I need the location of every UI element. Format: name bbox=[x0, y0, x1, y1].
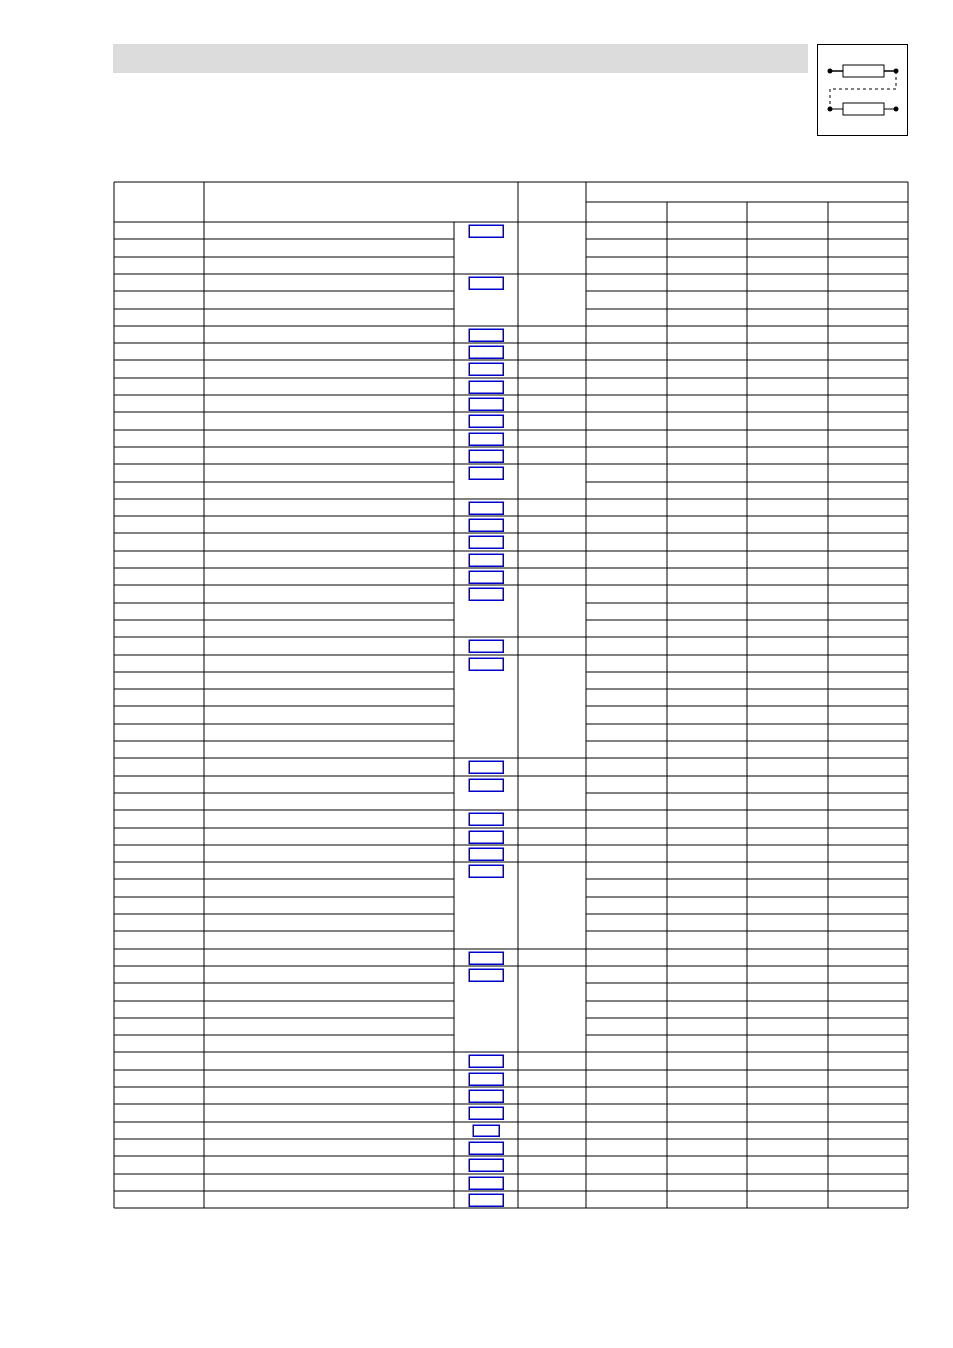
reference-link-box[interactable] bbox=[469, 571, 503, 583]
page-header-bar bbox=[113, 44, 808, 73]
reference-link-box[interactable] bbox=[469, 1107, 503, 1119]
reference-link-box[interactable] bbox=[469, 363, 503, 375]
reference-link-box[interactable] bbox=[469, 831, 503, 843]
reference-link-box[interactable] bbox=[469, 536, 503, 548]
reference-link-box[interactable] bbox=[469, 433, 503, 445]
reference-link-box[interactable] bbox=[469, 225, 503, 237]
reference-link-box[interactable] bbox=[469, 779, 503, 791]
reference-link-box[interactable] bbox=[469, 813, 503, 825]
reference-link-box[interactable] bbox=[469, 467, 503, 479]
reference-link-box[interactable] bbox=[469, 329, 503, 341]
reference-link-box[interactable] bbox=[469, 848, 503, 860]
reference-link-box[interactable] bbox=[469, 1073, 503, 1085]
reference-link-box[interactable] bbox=[469, 381, 503, 393]
reference-link-box[interactable] bbox=[469, 865, 503, 877]
reference-link-box[interactable] bbox=[469, 346, 503, 358]
reference-link-box[interactable] bbox=[469, 761, 503, 773]
reference-link-box[interactable] bbox=[469, 640, 503, 652]
reference-link-box[interactable] bbox=[469, 502, 503, 514]
reference-link-box[interactable] bbox=[469, 277, 503, 289]
reference-link-box[interactable] bbox=[469, 952, 503, 964]
reference-link-box[interactable] bbox=[469, 398, 503, 410]
reference-link-box[interactable] bbox=[469, 969, 503, 981]
reference-link-box[interactable] bbox=[469, 1090, 503, 1102]
reference-link-box[interactable] bbox=[469, 1159, 503, 1171]
reference-link-box[interactable] bbox=[469, 519, 503, 531]
circuit-logo bbox=[817, 44, 908, 136]
reference-link-box[interactable] bbox=[469, 450, 503, 462]
two-resistor-circuit-icon bbox=[818, 45, 909, 137]
reference-link-box[interactable] bbox=[469, 415, 503, 427]
reference-link-box[interactable] bbox=[469, 554, 503, 566]
reference-link-box[interactable] bbox=[469, 588, 503, 600]
reference-link-box[interactable] bbox=[469, 1055, 503, 1067]
reference-link-box[interactable] bbox=[473, 1125, 499, 1136]
reference-link-box[interactable] bbox=[469, 1194, 503, 1206]
reference-link-box[interactable] bbox=[469, 1142, 503, 1154]
reference-link-box[interactable] bbox=[469, 658, 503, 670]
reference-link-box[interactable] bbox=[469, 1177, 503, 1189]
